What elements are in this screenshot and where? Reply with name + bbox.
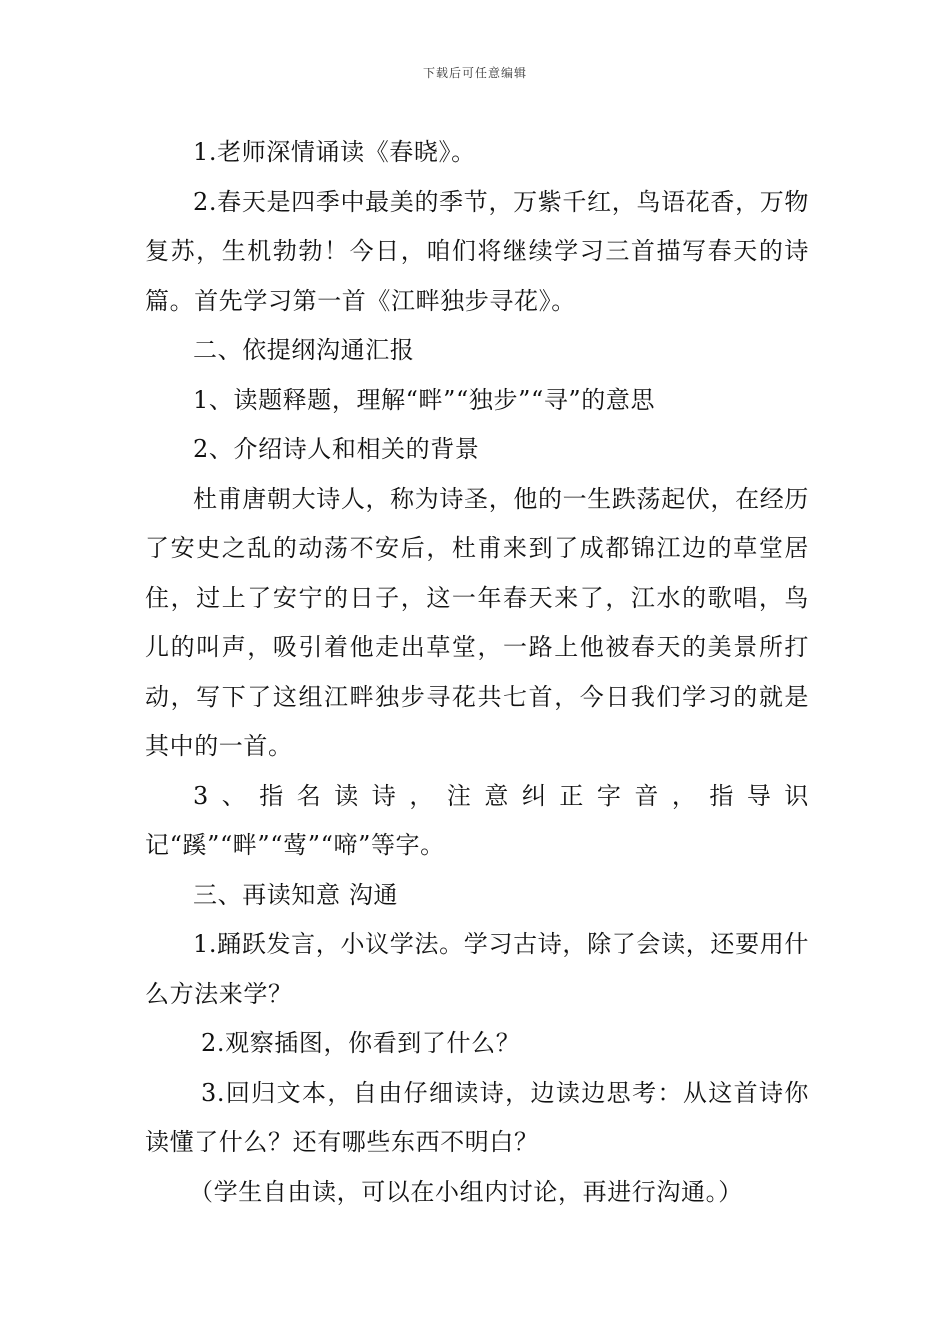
paragraph-10: （学生自由读，可以在小组内讨论，再进行沟通。） [189,1177,743,1206]
paragraph-8: 2.观察插图，你看到了什么？ [201,1029,521,1057]
section-heading-3: 三、再读知意 沟通 [193,880,399,909]
paragraph-5: 杜甫唐朝大诗人，称为诗圣，他的一生跌荡起伏，在经历了安史之乱的动荡不安后，杜甫来到了成都锦江边的草堂居住，过上了安宁的日子，这一年春天来了，江水的歌唱，鸟儿的叫声，吸引着他走出草堂，一路上他被春天的美景所打动，写下了这组江畔独步寻花共七首，今日我们学习的就是其中的一首。 [145,484,809,760]
section-heading-2: 二、依提纲沟通汇报 [193,336,415,364]
document-body [145,128,809,1217]
paragraph-2: 2.春天是四季中最美的季节，万紫千红，鸟语花香，万物复苏，生机勃勃！今日，咱们将继续学习三首描写春天的诗篇。首先学习第一首《江畔独步寻花》。 [145,187,809,315]
paragraph-1: 1.老师深情诵读《春晓》。 [193,138,476,166]
page-header: 下载后可任意编辑 [422,66,527,80]
paragraph-6: 3、指名读诗，注意纠正字音，指导识记“蹊”“畔”“莺”“啼”等字。 [145,781,809,859]
paragraph-4: 2、介绍诗人和相关的背景 [193,435,480,463]
paragraph-3: 1、读题释题，理解“畔”“独步”“寻”的意思 [193,385,656,414]
paragraph-9: 3.回归文本，自由仔细读诗，边读边思考：从这首诗你读懂了什么？还有哪些东西不明白？ [145,1078,809,1156]
paragraph-7: 1.踊跃发言，小议学法。学习古诗，除了会读，还要用什么方法来学？ [145,930,809,1008]
